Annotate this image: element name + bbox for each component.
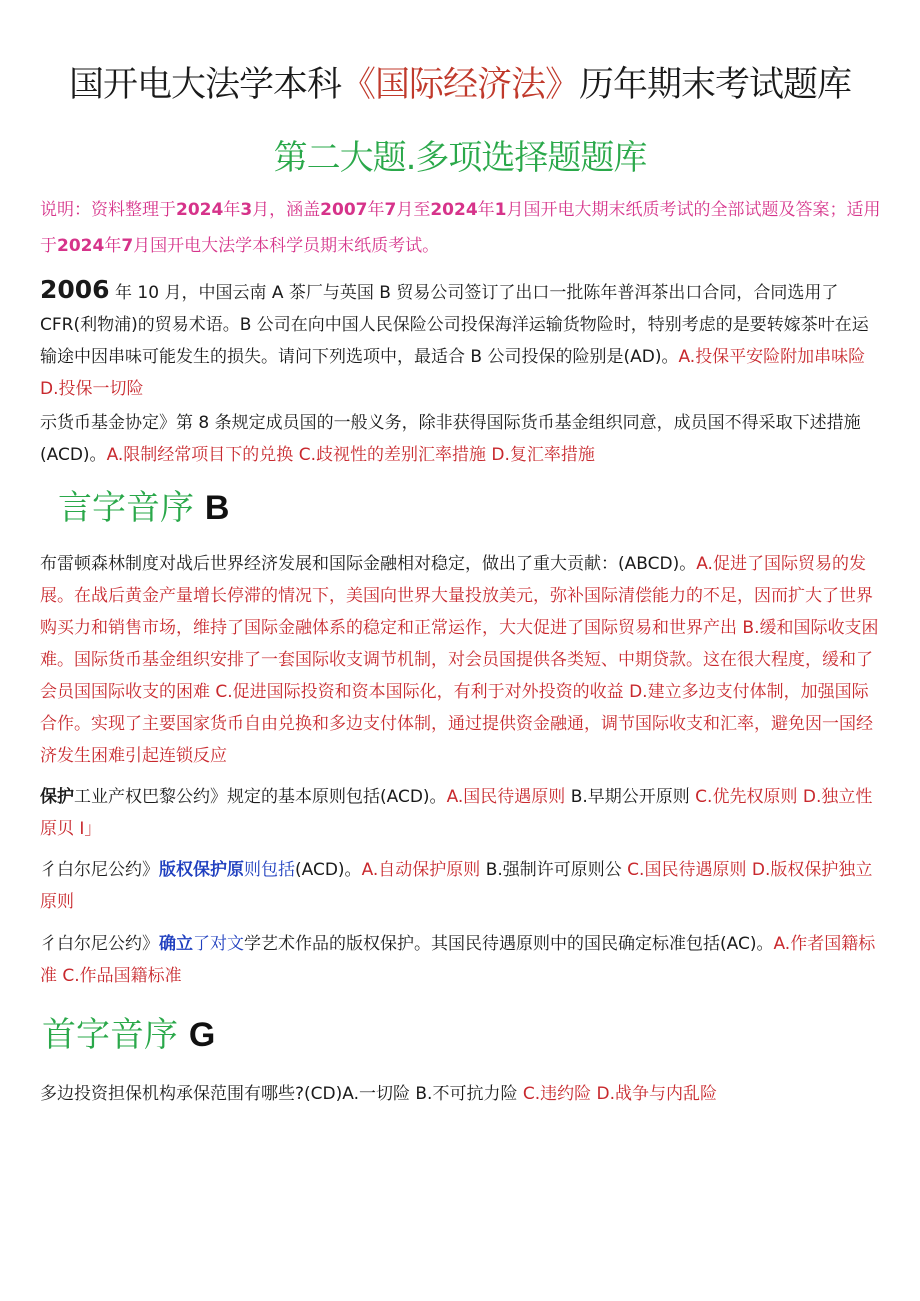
question-answer: A.促进了国际贸易的发展。在战后黄金产量增长停滞的情况下，美国向世界大量投放美元，弥补国际清偿能力的不足，因而扩大了世界购买力和销售市场，维持了国际金融体系的稳定和正常运作，大大促进了国际贸易和世界产出 B.缓和国际收支困难。国际货币基金组织安排了一套国际收支调节机制，对会员国提供各类短、中期贷款。这在很大程度，缓和了会员国国际收支的困难 C.促进国际投资和资本国际化，有利于对外投资的收益 D.建立多边支付体制，加强国际合作。实现了主要国家货币自由兑换和多边支付体制，通过提供资金融通，调节国际收支和汇率，避免因一国经济发生困难引起连锁反应: [40, 554, 879, 766]
note-text: 年: [367, 200, 385, 220]
note-text: 年: [104, 236, 122, 256]
question-answer: A.自动保护原则: [361, 860, 481, 880]
question-highlight: 了对文: [193, 934, 244, 954]
question-answer: C.违约险 D.战争与内乱险: [522, 1084, 718, 1104]
section-label: 首字音序: [42, 1015, 178, 1055]
question-option: B.早期公开原则: [565, 787, 696, 807]
section-heading-b: [58, 486, 229, 530]
title-prefix: 国开电大法学本科: [68, 65, 341, 105]
page-title: [0, 62, 920, 108]
note-text: 年: [477, 200, 495, 220]
question-answer: A.国民待遇原则: [446, 787, 566, 807]
question-lead: 彳白尔尼公约》: [40, 860, 159, 880]
note-year: 2024: [57, 236, 105, 256]
question-text: 年 10 月，中国云南 A 茶厂与英国 B 贸易公司签订了出口一批陈年普洱茶出口合同，合同选用了 CFR(利物浦)的贸易术语。B 公司在向中国人民保险公司投保海洋运输货物险时，特别考虑的是要转嫁茶叶在运输途中因串味可能发生的损失。请问下列选项中，最适合 B 公司投保的险别是(AD)。: [40, 283, 869, 367]
question-year: 2006: [40, 275, 110, 304]
question-item: [40, 274, 882, 405]
section-letter: B: [204, 489, 230, 527]
note-month: 7: [384, 200, 397, 220]
section-letter: G: [188, 1016, 216, 1054]
question-option: B.强制许可原则公: [480, 860, 628, 880]
question-text: 示货币基金协定》第 8 条规定成员国的一般义务，除非获得国际货币基金组织同意，成员国不得采取下述措施(ACD)。: [40, 413, 861, 465]
note-month: 7: [121, 236, 134, 256]
question-item: [40, 854, 882, 918]
note-year: 2024: [430, 200, 478, 220]
title-course-name: 《国际经济法》: [340, 65, 579, 105]
question-answer: A.作者国籍标准 C.作品国籍标准: [40, 934, 876, 986]
question-item: [40, 781, 882, 845]
note-text: 年: [223, 200, 241, 220]
section-heading-g: [42, 1013, 215, 1057]
note-year: 2007: [320, 200, 368, 220]
question-answer: C.国民待遇原则 D.版权保护独立原则: [40, 860, 873, 912]
question-highlight: 版权保护原: [159, 860, 244, 880]
question-text: 多边投资担保机构承保范围有哪些?(CD)A.一切险 B.不可抗力险: [40, 1084, 523, 1104]
question-answer: A.限制经常项目下的兑换 C.歧视性的差别汇率措施 D.复汇率措施: [106, 445, 595, 465]
note-text: 月国开电大法学本科学员期末纸质考试。: [133, 236, 440, 256]
note-text: 说明：资料整理于: [40, 200, 176, 220]
question-highlight: 确立: [159, 934, 193, 954]
question-answer: C.优先权原则 D.独立性原贝 I」: [40, 787, 873, 839]
note-month: 1: [494, 200, 507, 220]
question-text: (ACD)。: [295, 860, 362, 880]
note-year: 2024: [176, 200, 224, 220]
question-text: 工业产权巴黎公约》规定的基本原则包括(ACD)。: [74, 787, 447, 807]
question-item: [40, 1078, 882, 1110]
section-label: 言字音序: [58, 488, 194, 528]
question-lead: 彳白尔尼公约》: [40, 934, 159, 954]
description-note: [40, 192, 882, 264]
question-text: 布雷顿森林制度对战后世界经济发展和国际金融相对稳定，做出了重大贡献：(ABCD)。: [40, 554, 697, 574]
question-item: [40, 548, 882, 772]
title-suffix: 历年期末考试题库: [579, 65, 852, 105]
question-item: [40, 407, 882, 471]
note-text: 月国开电大期末纸质考试的全部试题及答案；适用于: [40, 200, 881, 256]
note-month: 3: [240, 200, 253, 220]
question-answer: A.投保平安险附加串味险 D.投保一切险: [40, 347, 866, 399]
page-subtitle: 第二大题.多项选择题题库: [273, 138, 647, 178]
question-lead: 保护: [40, 787, 74, 807]
question-text: 学艺术作品的版权保护。其国民待遇原则中的国民确定标准包括(AC)。: [244, 934, 774, 954]
note-text: 月，涵盖: [252, 200, 321, 220]
note-text: 月至: [396, 200, 431, 220]
question-item: [40, 928, 882, 992]
question-highlight: 则包括: [244, 860, 295, 880]
